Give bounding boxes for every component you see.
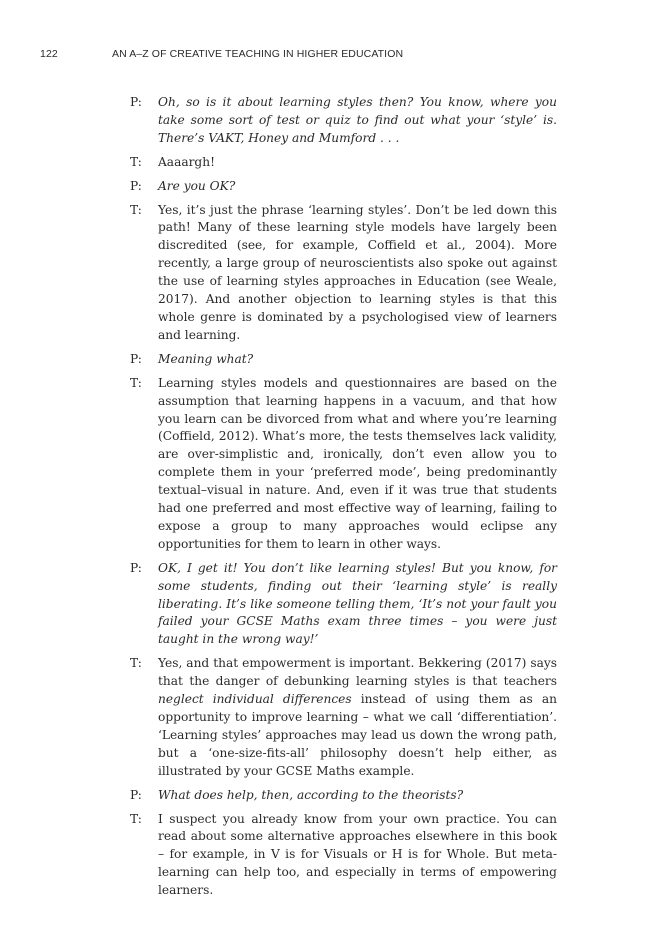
- teacher-reply: I suspect you already know from your own practice. You can read about some alternative approaches elsewhere in this book – for example, in V is for Visuals or H is for Whole. But meta-learning can help too, and especially in terms of empowering learners.: [158, 811, 557, 898]
- student-question: What does help, then, according to the theorists?: [158, 787, 464, 802]
- dialogue-turn: [130, 787, 557, 805]
- running-title: AN A–Z OF CREATIVE TEACHING IN HIGHER EDUCATION: [112, 48, 404, 60]
- teacher-reply-text: Yes, and that empowerment is important. Bekkering (2017) says that the danger of debunking learning styles is that teachers: [158, 656, 557, 689]
- dialogue: [130, 94, 557, 906]
- teacher-reply: [158, 655, 557, 780]
- dialogue-turn: [130, 178, 557, 196]
- dialogue-turn: [130, 560, 557, 650]
- speaker-label: T:: [130, 375, 142, 390]
- dialogue-turn: [130, 811, 557, 901]
- speaker-label: P:: [130, 560, 142, 575]
- dialogue-turn: [130, 154, 557, 172]
- teacher-reply-text: instead of using them as an opportunity to improve learning – what we call ‘differentiation’. ‘Learning styles’ approaches may lead us down the wrong path, but a ‘one-size-fits-all’ philosophy doesn’t help either, as illustrated by your GCSE Maths example.: [158, 692, 558, 778]
- dialogue-turn: [130, 375, 557, 554]
- dialogue-turn: [130, 655, 557, 780]
- dialogue-turn: [130, 351, 557, 369]
- dialogue-turn: [130, 94, 557, 148]
- emphasis-text: neglect individual differences: [158, 692, 352, 707]
- page-number: 122: [40, 48, 58, 60]
- teacher-reply: Aaaargh!: [158, 154, 215, 169]
- running-head: [40, 48, 403, 60]
- speaker-label: T:: [130, 811, 142, 826]
- dialogue-turn: [130, 202, 557, 345]
- speaker-label: P:: [130, 351, 142, 366]
- teacher-reply: Learning styles models and questionnaires are based on the assumption that learning happens in a vacuum, and that how you learn can be divorced from what and where you’re learning (Coffield, 2012). What’s more, the tests themselves lack validity, are over-simplistic and, ironically, don’t even allow you to complete them in your ‘preferred mode’, being predominantly textual–visual in nature. And, even if it was true that students had one preferred and most effective way of learning, failing to expose a group to many approaches would eclipse any opportunities for them to learn in other ways.: [158, 375, 557, 551]
- speaker-label: T:: [130, 656, 142, 671]
- speaker-label: P:: [130, 95, 142, 109]
- speaker-label: P:: [130, 178, 142, 193]
- teacher-reply: Yes, it’s just the phrase ‘learning styles’. Don’t be led down this path! Many of these learning style models have largely been discredited (see, for example, Coffield et al., 2004). More recently, a large group of neuroscientists also spoke out against the use of learning styles approaches in Education (see Weale, 2017). And another objection to learning styles is that this whole genre is dominated by a psychologised view of learners and learning.: [158, 202, 557, 342]
- student-question: OK, I get it! You don’t like learning styles! But you know, for some students, finding out their ‘learning style’ is really liberating. It’s like someone telling them, ‘It’s not your fault you failed your GCSE Maths exam three times – you were just taught in the wrong way!’: [158, 560, 557, 647]
- speaker-label: T:: [130, 154, 142, 169]
- student-question: Oh, so is it about learning styles then? You know, where you take some sort of test or quiz to find out what your ‘style’ is. There’s VAKT, Honey and Mumford . . .: [158, 95, 557, 145]
- speaker-label: P:: [130, 787, 142, 802]
- student-question: Are you OK?: [158, 178, 236, 193]
- speaker-label: T:: [130, 202, 142, 217]
- student-question: Meaning what?: [158, 351, 254, 366]
